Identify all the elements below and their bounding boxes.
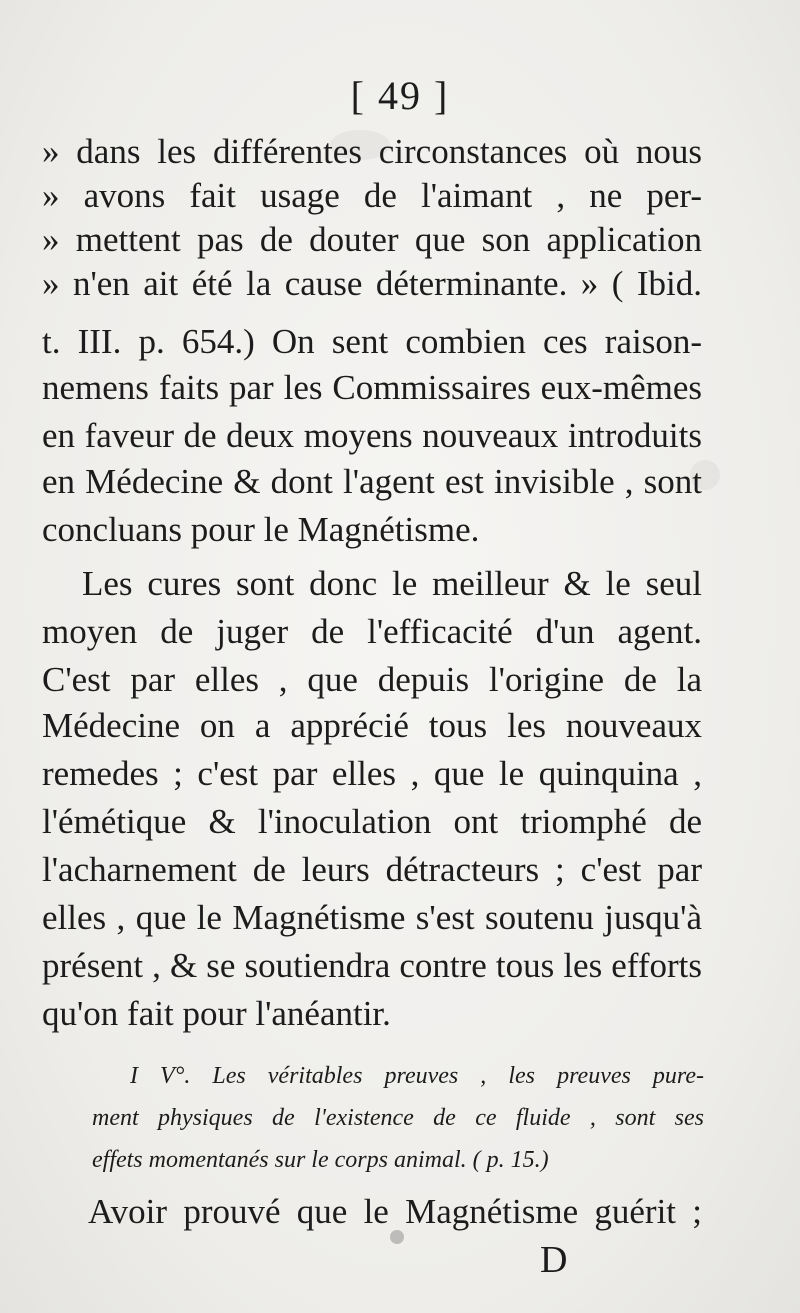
text-line: Avoir prouvé que le Magnétisme guérit ; [88, 1192, 702, 1231]
note-line: ment physiques de l'existence de ce fluide , sont ses [92, 1105, 704, 1131]
note-line: effets momentanés sur le corps animal. ( p. 15.) [92, 1147, 549, 1173]
text-line: t. III. p. 654.) On sent combien ces raison- [42, 322, 702, 361]
text-line: » dans les différentes circonstances où nous [42, 132, 702, 171]
text-line: C'est par elles , que depuis l'origine de la [42, 660, 702, 699]
text-line: qu'on fait pour l'anéantir. [42, 994, 391, 1033]
text-line: moyen de juger de l'efficacité d'un agent. [42, 612, 702, 651]
text-line: nemens faits par les Commissaires eux-mêmes [42, 368, 702, 407]
text-line: présent , & se soutiendra contre tous les efforts [42, 946, 702, 985]
text-line: en faveur de deux moyens nouveaux introduits [42, 416, 702, 455]
text-line: en Médecine & dont l'agent est invisible , sont [42, 462, 702, 501]
text-line: Les cures sont donc le meilleur & le seul [82, 564, 702, 603]
text-line: l'émétique & l'inoculation ont triomphé de [42, 802, 702, 841]
text-line: concluans pour le Magnétisme. [42, 510, 480, 549]
text-line: l'acharnement de leurs détracteurs ; c'est par [42, 850, 702, 889]
text-line: » avons fait usage de l'aimant , ne per- [42, 176, 702, 215]
note-line: I V°. Les véritables preuves , les preuves pure- [130, 1063, 704, 1089]
text-line: » mettent pas de douter que son application [42, 220, 702, 259]
text-line: » n'en ait été la cause déterminante. » ( Ibid. [42, 264, 702, 303]
text-line: remedes ; c'est par elles , que le quinquina , [42, 754, 702, 793]
text-line: Médecine on a apprécié tous les nouveaux [42, 706, 702, 745]
page-number: [ 49 ] [350, 73, 450, 118]
signature-mark: D [540, 1239, 568, 1281]
text-line: elles , que le Magnétisme s'est soutenu jusqu'à [42, 898, 702, 937]
